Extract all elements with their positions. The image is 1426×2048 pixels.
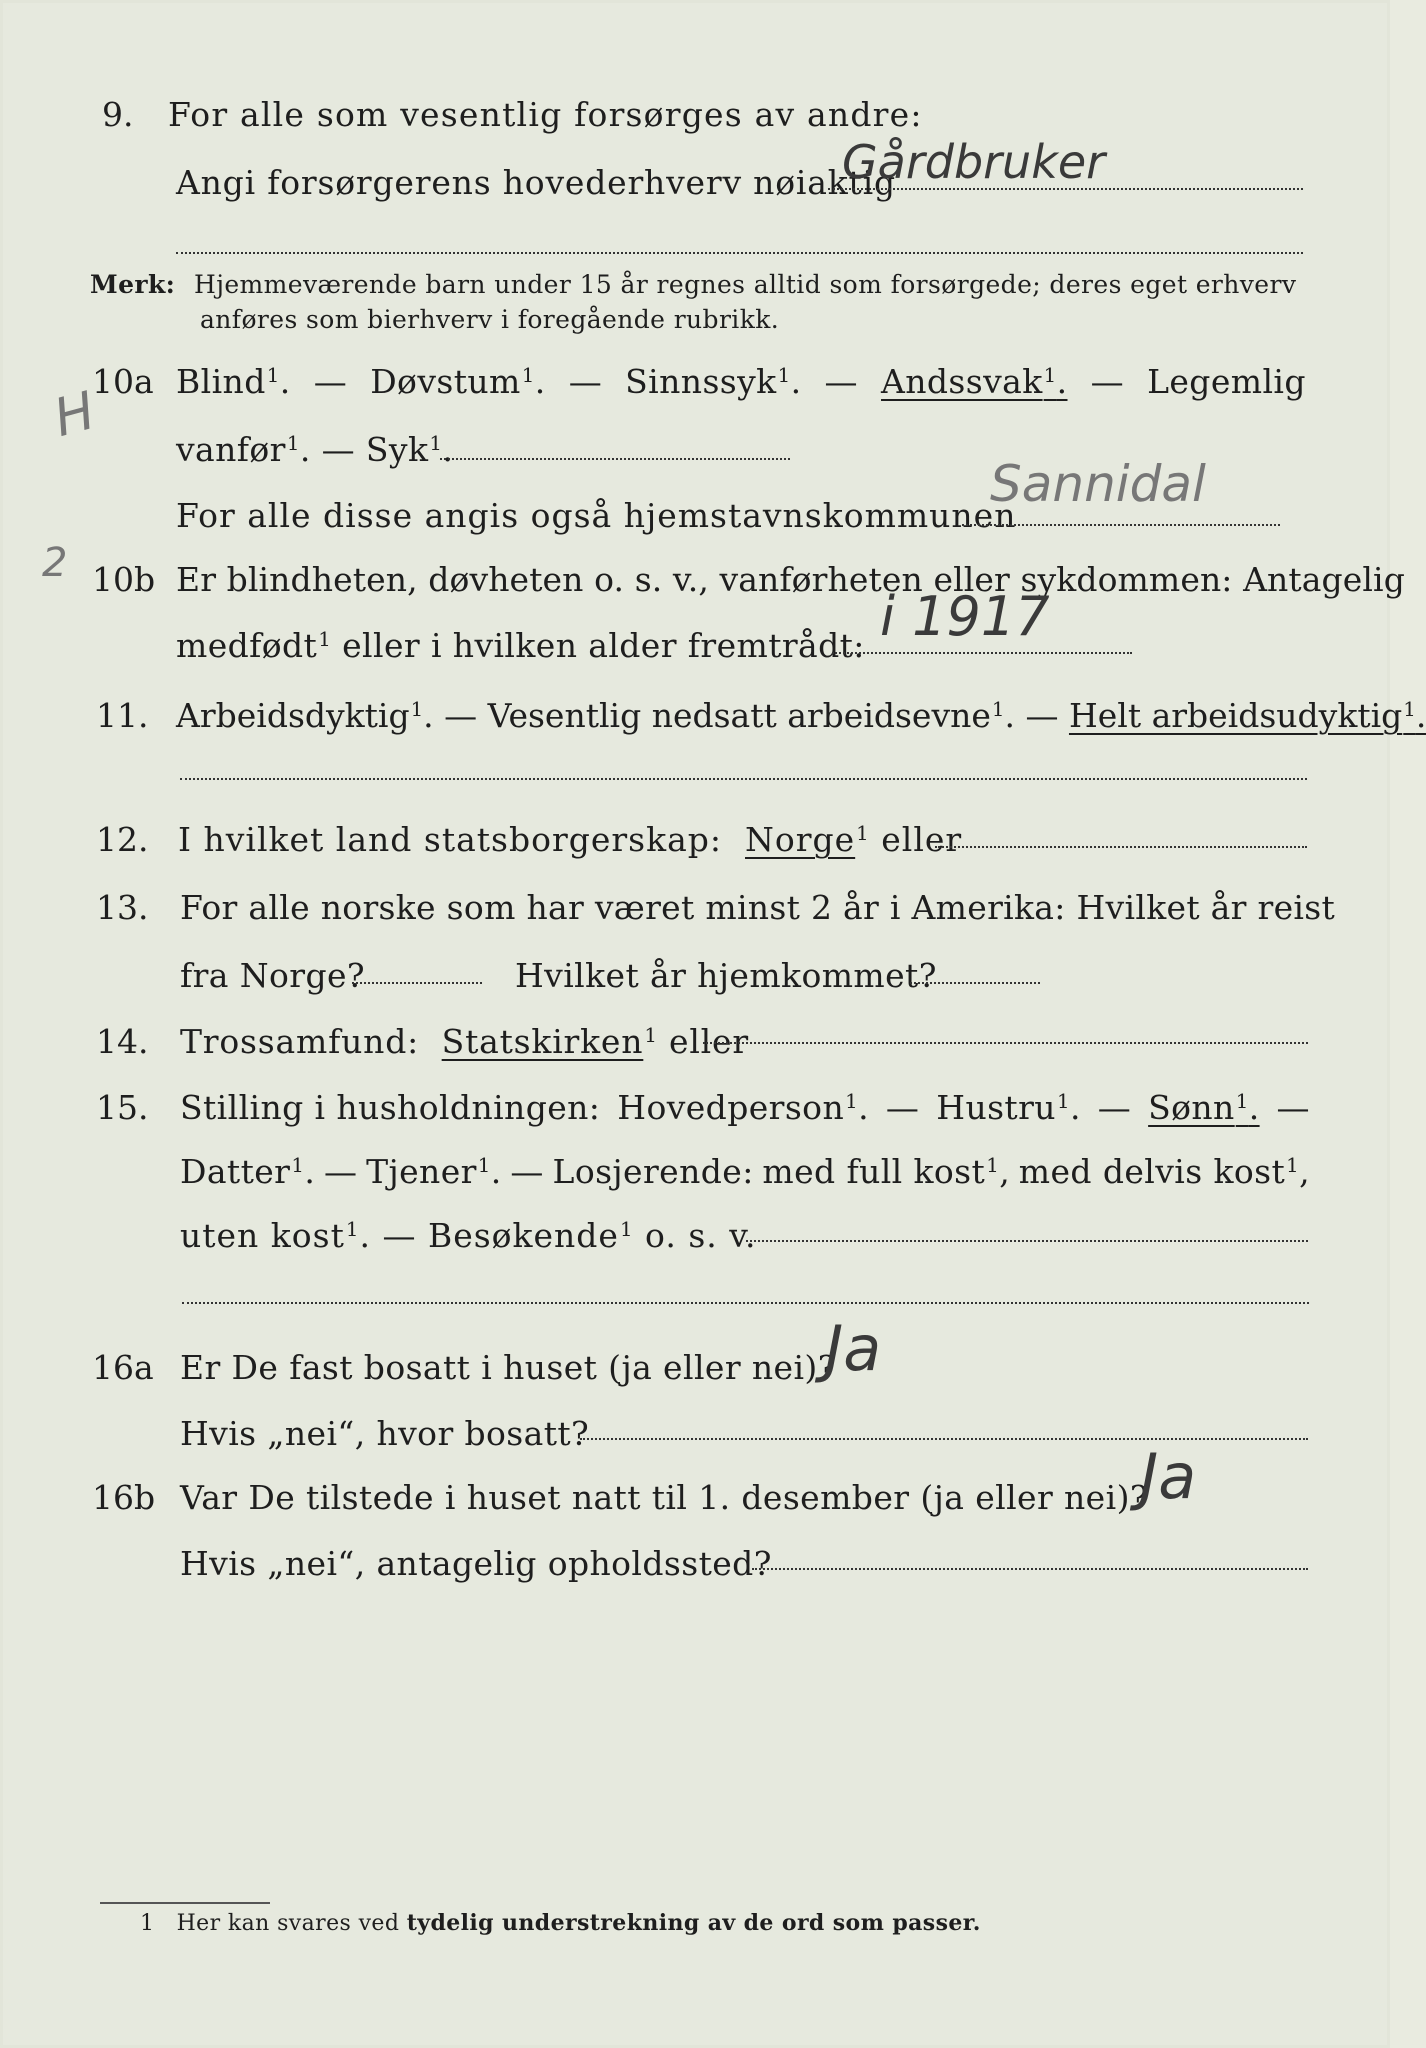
q13-line2b: Hvilket år hjemkommet? xyxy=(515,956,937,995)
opt-blind: Blind xyxy=(176,362,266,401)
q11-extra-line xyxy=(180,778,1307,780)
q10b-handwritten-answer: i 1917 xyxy=(880,585,1050,648)
q16a-number: 16a xyxy=(92,1348,154,1387)
q10b-line2: medfødt$^1$ eller i hvilken alder fremtrådt: xyxy=(176,626,865,665)
q9-handwritten-answer: Gårdbruker xyxy=(842,135,1106,189)
q9-line2: Angi forsørgerens hovederhverv nøiaktig xyxy=(176,163,896,202)
merk-line1: Hjemmeværende barn under 15 år regnes alltid som forsørgede; deres eget erhverv xyxy=(194,270,1297,299)
q16b-handwritten-answer: Ja xyxy=(1140,1440,1197,1513)
opt-nedsatt: Vesentlig nedsatt arbeidsevne xyxy=(487,696,991,735)
opt-vanfor: vanfør xyxy=(176,430,286,469)
q15-answer-line xyxy=(746,1240,1308,1242)
q15-line1: Stilling i husholdningen: Hovedperson$^1$. — Hustru$^1$. — Sønn$^1$. — xyxy=(180,1088,1310,1127)
q10a-line2: vanfør$^1$. — Syk$^1$. xyxy=(176,430,454,469)
opt-sinnssyk: Sinnssyk xyxy=(625,362,777,401)
q16b-line1: Var De tilstede i huset natt til 1. desember (ja eller nei)? xyxy=(180,1478,1148,1517)
q16a-handwritten-answer: Ja xyxy=(825,1312,882,1385)
q12-answer-line xyxy=(935,846,1307,848)
q16a-line1: Er De fast bosatt i huset (ja eller nei)? xyxy=(180,1348,836,1387)
opt-med-delvis-kost: med delvis kost xyxy=(1018,1152,1286,1191)
q16a-answer-line xyxy=(580,1438,1308,1440)
q14-line: Trossamfund: Statskirken$^1$ eller xyxy=(180,1022,749,1061)
opt-uten-kost: uten kost xyxy=(180,1216,345,1255)
merk-line2: anføres som bierhverv i foregående rubrikk. xyxy=(200,305,780,334)
q10a-number: 10a xyxy=(92,362,154,401)
q15-line2: Datter$^1$. — Tjener$^1$. — Losjerende: med full kost$^1$, med delvis kost$^1$, xyxy=(180,1152,1310,1191)
q15-extra-line xyxy=(182,1302,1309,1304)
opt-statskirken: Statskirken xyxy=(441,1022,644,1061)
opt-medfodt: medfødt xyxy=(176,626,318,665)
opt-med-full-kost: med full kost xyxy=(762,1152,986,1191)
q16b-answer-line xyxy=(752,1568,1308,1570)
opt-datter: Datter xyxy=(180,1152,291,1191)
q10b-answer-line xyxy=(832,652,1132,654)
opt-norge: Norge xyxy=(745,820,856,859)
opt-tjener: Tjener xyxy=(366,1152,477,1191)
q9-line1: For alle som vesentlig forsørges av andre: xyxy=(168,95,923,134)
q13-reist-line xyxy=(352,982,482,984)
q14-answer-line xyxy=(703,1042,1308,1044)
q10b-line1: Er blindheten, døvheten o. s. v., vanførheten eller sykdommen: Antagelig xyxy=(176,560,1405,599)
footnote: 1 Her kan svares ved tydelig understrekning av de ord som passer. xyxy=(140,1910,981,1936)
opt-andssvak: Andssvak xyxy=(881,362,1043,401)
opt-legemlig: Legemlig xyxy=(1147,362,1306,401)
q16b-line2: Hvis „nei“, antagelig opholdssted? xyxy=(180,1544,772,1583)
q13-number: 13. xyxy=(96,888,149,927)
q15-number: 15. xyxy=(96,1088,149,1127)
q12-line: I hvilket land statsborgerskap: Norge$^1$ eller xyxy=(178,820,963,859)
margin-mark-a: H xyxy=(47,380,102,450)
q11-line: Arbeidsdyktig$^1$. — Vesentlig nedsatt arbeidsevne$^1$. — Helt arbeidsudyktig$^1$. xyxy=(176,696,1426,735)
opt-sonn: Sønn xyxy=(1148,1088,1235,1127)
q13-line1: For alle norske som har været minst 2 år i Amerika: Hvilket år reist xyxy=(180,888,1336,927)
q13-line2a: fra Norge? xyxy=(180,956,366,995)
q16b-number: 16b xyxy=(92,1478,156,1517)
opt-helt-udyktig: Helt arbeidsudyktig$^1$. xyxy=(1068,696,1426,735)
q15-line3: uten kost$^1$. — Besøkende$^1$ o. s. v. xyxy=(180,1216,757,1255)
q10a-line3: For alle disse angis også hjemstavnskommunen xyxy=(176,496,1017,535)
q14-number: 14. xyxy=(96,1022,149,1061)
q10a-answer-line xyxy=(962,524,1280,526)
opt-arbeidsdyktig: Arbeidsdyktig xyxy=(176,696,410,735)
opt-dovstum: Døvstum xyxy=(370,362,521,401)
q12-number: 12. xyxy=(96,820,149,859)
q13-hjem-line xyxy=(910,982,1040,984)
merk-label: Merk: xyxy=(90,270,176,299)
q10a-syk-line xyxy=(440,458,790,460)
opt-hustru: Hustru xyxy=(936,1088,1056,1127)
opt-syk: Syk xyxy=(365,430,429,469)
footnote-rule xyxy=(100,1902,270,1904)
q16a-line2: Hvis „nei“, hvor bosatt? xyxy=(180,1414,590,1453)
q11-number: 11. xyxy=(96,696,149,735)
q9-extra-line xyxy=(176,252,1303,254)
q10b-number: 10b xyxy=(92,560,156,599)
q9-number: 9. xyxy=(102,95,134,134)
q10a-handwritten-answer: Sannidal xyxy=(990,455,1206,513)
opt-hovedperson: Hovedperson xyxy=(617,1088,845,1127)
opt-besokende: Besøkende xyxy=(427,1216,619,1255)
q10a-line1: Blind$^1$. — Døvstum$^1$. — Sinnssyk$^1$. — Andssvak$^1$. — Legemlig xyxy=(176,362,1306,401)
margin-mark-b: 2 xyxy=(42,540,68,586)
